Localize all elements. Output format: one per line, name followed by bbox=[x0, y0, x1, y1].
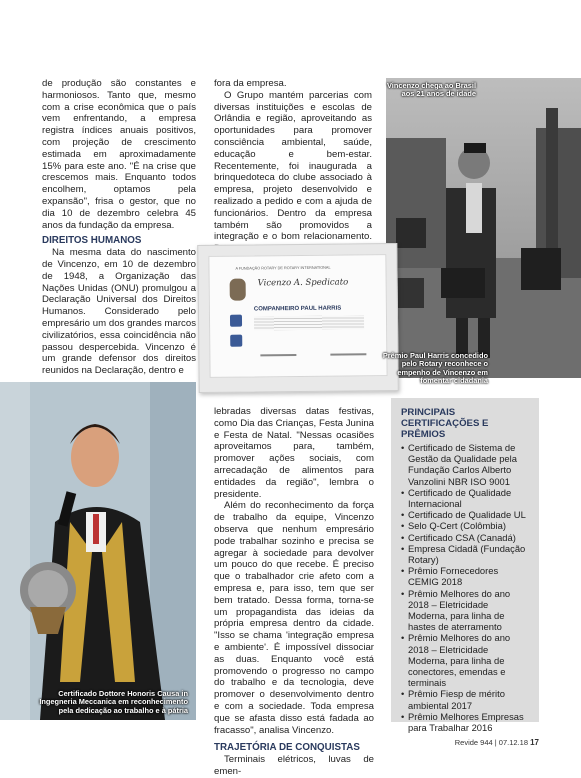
paragraph: de produção são constantes e harmoniosos. Tanto que, mesmo com a crise econômica que o país vem enfrentando, a empresa registra índices anuais positivos, com projeção de crescimento estimada em aproximadamente 15% para este ano. "É na crise que crescemos mais. Enquanto todos encolhem, optamos pela expansão", frisa o gestor, que no dia 10 de dezembro celebra 45 anos da fundação da empresa. bbox=[42, 78, 196, 231]
certificate-recipient-name: Vicenzo A. Spedicato bbox=[257, 277, 349, 289]
paragraph: Terminais elétricos, luvas de emen- bbox=[214, 754, 374, 777]
article-column-3 bbox=[214, 406, 374, 778]
certifications-list bbox=[401, 442, 529, 733]
article-column-2 bbox=[214, 78, 372, 255]
caption-honoris-causa: Certificado Dottore Honoris Causa in Ingegneria Meccanica em reconhecimento pela dedicação ao trabalho e à pátria bbox=[39, 689, 188, 715]
paragraph: O Grupo mantém parcerias com diversas instituições e escolas de Orlândia e região, aproveitando as oportunidades para promover consciência ambiental, saúde, educação e bem-estar. Recentemente, foi inaugurada a brinquedoteca do clube associado à empresa, projeto desenvolvido e realizado a pedido e com a ajuda de funcionários. Dentro da empresa também são promovidos a integração e o bom relacionamento. bbox=[214, 89, 372, 243]
photo-honoris-causa bbox=[0, 382, 196, 720]
rotary-certificate-frame bbox=[197, 243, 399, 393]
certificate-title: COMPANHEIRO PAUL HARRIS bbox=[253, 305, 342, 313]
rotary-seal-icon bbox=[230, 315, 242, 327]
page-footer bbox=[455, 738, 539, 747]
list-item: • Certificado de Qualidade UL bbox=[401, 509, 529, 520]
list-item: • Certificado de Sistema de Gestão da Qualidade pela Fundação Carlos Alberto Vanzolini NBR ISO 9001 bbox=[401, 442, 529, 487]
certificate-header: A FUNDAÇÃO ROTARY DE ROTARY INTERNATIONAL bbox=[235, 265, 331, 271]
certifications-sidebar bbox=[391, 398, 539, 734]
certificate-inner bbox=[208, 254, 387, 378]
list-item: • Certificado CSA (Canadá) bbox=[401, 532, 529, 543]
paragraph: fora da empresa. bbox=[214, 78, 287, 89]
issue-info: Revide 944 | 07.12.18 bbox=[454, 738, 528, 747]
article-column-1 bbox=[42, 78, 196, 377]
list-item: • Prêmio Melhores do ano 2018 – Eletricidade Moderna, para linha de conectores, emendas e terminais bbox=[401, 632, 529, 688]
section-heading-human-rights: DIREITOS HUMANOS bbox=[42, 235, 142, 247]
signature-left-icon bbox=[260, 354, 296, 356]
list-item: • Empresa Cidadã (Fundação Rotary) bbox=[401, 543, 529, 565]
list-item: • Selo Q-Cert (Colômbia) bbox=[401, 520, 529, 531]
list-item: • Prêmio Melhores Empresas para Trabalhar 2016 bbox=[401, 711, 529, 733]
paragraph: Na mesma data do nascimento de Vincenzo, em 10 de dezembro de 1948, a Organização das Nações Unidas (ONU) promulgou a Declaração Universal dos Direitos Humanos. Considerado pelo empresário um dos grandes marcos civilizatórios, essa coincidência não passou despercebida. Vincenzo é um grande defensor dos direitos reunidos na Declaração, dentro e bbox=[42, 247, 196, 377]
sidebar-title: PRINCIPAIS CERTIFICAÇÕES E PRÊMIOS bbox=[401, 407, 489, 440]
signature-right-icon bbox=[330, 353, 366, 355]
arrival-photo-image bbox=[386, 78, 581, 378]
list-item: • Prêmio Fiesp de mérito ambiental 2017 bbox=[401, 688, 529, 710]
honoris-photo-image bbox=[0, 382, 196, 720]
photo-arrival-brazil bbox=[386, 78, 581, 378]
list-item: • Prêmio Fornecedores CEMIG 2018 bbox=[401, 565, 529, 587]
caption-arrival-brazil: Vincenzo chega ao Brasil aos 21 anos de idade bbox=[387, 81, 476, 99]
certificate-text-line bbox=[254, 315, 364, 330]
list-item: • Prêmio Melhores do ano 2018 – Eletricidade Moderna, para linha de hastes de aterramento bbox=[401, 588, 529, 633]
list-item: • Certificado de Qualidade Internacional bbox=[401, 487, 529, 509]
caption-rotary-award: Prêmio Paul Harris concedido pelo Rotary reconhece o empenho de Vincenzo em fomentar cidadania bbox=[382, 351, 488, 386]
paragraph: lebradas diversas datas festivas, como Dia das Crianças, Festa Junina e Festa de Natal. "Nessas ocasiões aproveitamos para, também, promover ações sociais, com arrecadação de alimentos para entidades da região", lembra o presidente. bbox=[214, 406, 374, 500]
page-number: 17 bbox=[530, 738, 539, 747]
section-heading-trajectory: TRAJETÓRIA DE CONQUISTAS bbox=[214, 742, 360, 754]
paragraph: Além do reconhecimento da força de trabalho da equipe, Vincenzo observa que nenhum empresário pode trabalhar sozinho e precisa se agregar à sociedade para devolver um pouco do que recebe. É preciso que o trabalhador crie afeto com a empresa e, para isso, tem que ser bem tratado. Dessa forma, torna-se um propagandista das ideias da própria empresa dentro da cidade. "Isso se chama 'integração empresa e ambiente'. É impossível dissociar as duas. Enquanto você está promovendo o progresso no campo do trabalho e da tecnologia, deve promover o desenvolvimento dentro e com a sociedade. Toda empresa que se afasta disso está fadada ao fracasso", analisa Vincenzo. bbox=[214, 500, 374, 736]
rotary-seal-icon bbox=[230, 335, 242, 347]
rotary-medallion-icon bbox=[230, 279, 246, 301]
